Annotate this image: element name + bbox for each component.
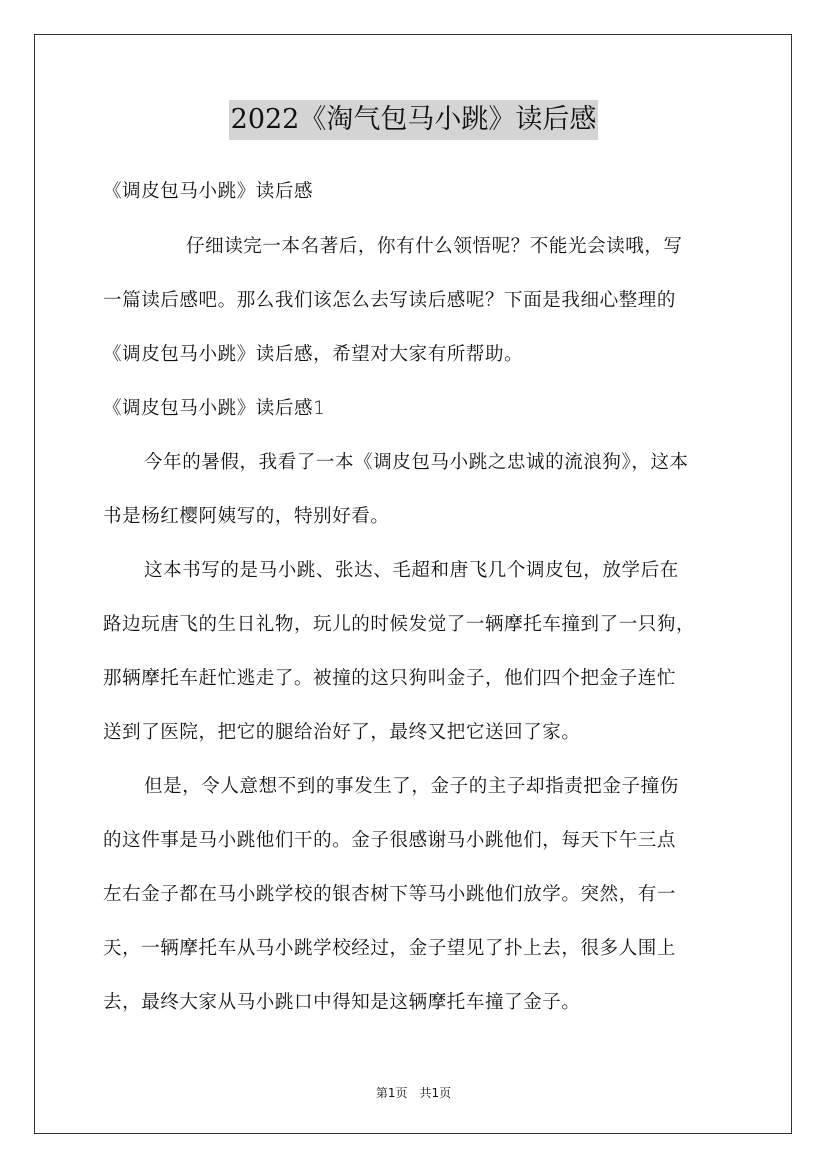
text-line: 书是杨红樱阿姨写的，特别好看。 xyxy=(103,506,390,527)
text-line: 那辆摩托车赶忙逃走了。被撞的这只狗叫金子，他们四个把金子连忙 xyxy=(103,668,677,689)
text-line: 这本书写的是马小跳、张达、毛超和唐飞几个调皮包，放学后在 xyxy=(144,560,679,581)
text-line: 仔细读完一本名著后，你有什么领悟呢？不能光会读哦，写 xyxy=(186,236,683,257)
text-line: 去，最终大家从马小跳口中得知是这辆摩托车撞了金子。 xyxy=(103,992,581,1013)
text-line: 左右金子都在马小跳学校的银杏树下等马小跳他们放学。突然，有一 xyxy=(103,884,677,905)
page-footer: 第1页 共1页 xyxy=(375,1086,452,1100)
text-line: 天，一辆摩托车从马小跳学校经过，金子望见了扑上去，很多人围上 xyxy=(103,938,677,959)
text-line: 路边玩唐飞的生日礼物，玩儿的时候发觉了一辆摩托车撞到了一只狗， xyxy=(103,614,696,635)
text-line: 一篇读后感吧。那么我们该怎么去写读后感呢？下面是我细心整理的 xyxy=(103,290,677,311)
text-line: 但是，令人意想不到的事发生了，金子的主子却指责把金子撞伤 xyxy=(144,776,679,797)
text-line: 《调皮包马小跳》读后感，希望对大家有所帮助。 xyxy=(103,344,524,365)
text-line: 的这件事是马小跳他们干的。金子很感谢马小跳他们，每天下午三点 xyxy=(103,830,677,851)
subtitle-line: 《调皮包马小跳》读后感 xyxy=(103,181,314,202)
text-line: 送到了医院，把它的腿给治好了，最终又把它送回了家。 xyxy=(103,722,581,743)
title-wrap xyxy=(0,100,827,140)
text-line: 今年的暑假，我看了一本《调皮包马小跳之忠诚的流浪狗》，这本 xyxy=(144,452,689,473)
document-title: 2022《淘气包马小跳》读后感 xyxy=(229,100,599,140)
section-heading: 《调皮包马小跳》读后感1 xyxy=(103,398,326,419)
